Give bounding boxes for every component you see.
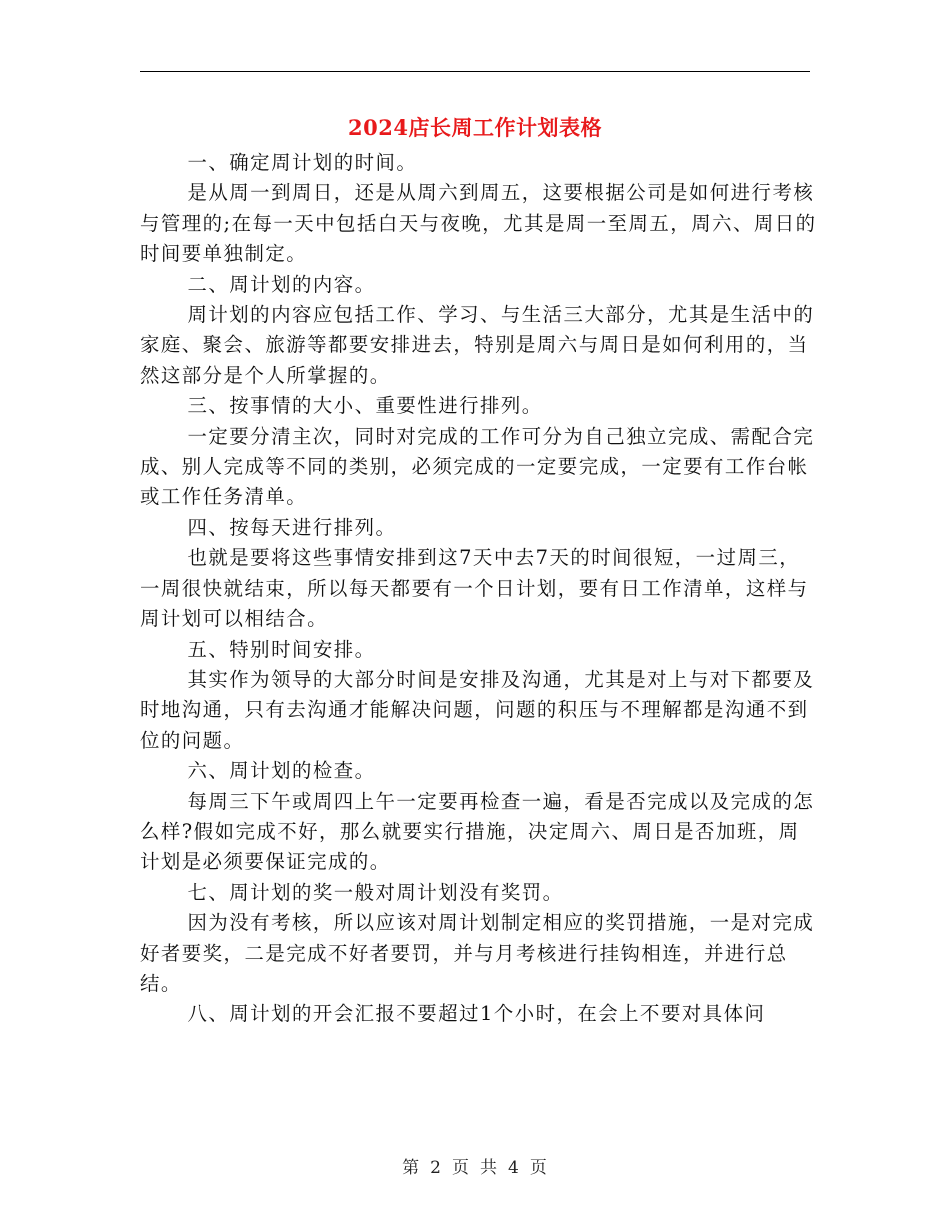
- footer-page-current: 2: [430, 1158, 442, 1178]
- paragraph: 七、周计划的奖一般对周计划没有奖罚。: [187, 880, 564, 904]
- page-footer: [0, 1153, 950, 1178]
- paragraph: 五、特别时间安排。: [187, 637, 376, 661]
- paragraph: 每周三下午或周四上午一定要再检查一遍，看是否完成以及完成的怎么样?假如完成不好，那么就要实行措施，决定周六、周日是否加班，周计划是必须要保证完成的。: [140, 789, 815, 874]
- footer-total-prefix: 共: [480, 1158, 498, 1178]
- paragraph: 二、周计划的内容。: [187, 272, 376, 296]
- paragraph: 三、按事情的大小、重要性进行排列。: [187, 394, 543, 418]
- paragraph: 八、周计划的开会汇报不要超过1个小时，在会上不要对具体问: [187, 1002, 766, 1026]
- paragraph: 因为没有考核，所以应该对周计划制定相应的奖罚措施，一是对完成好者要奖，二是完成不好者要罚，并与月考核进行挂钩相连，并进行总结。: [140, 911, 815, 995]
- paragraph: 四、按每天进行排列。: [187, 515, 397, 539]
- footer-label-prefix: 第: [402, 1158, 421, 1178]
- paragraph: 是从周一到周日，还是从周六到周五，这要根据公司是如何进行考核与管理的;在每一天中包括白天与夜晚，尤其是周一至周五，周六、周日的时间要单独制定。: [140, 181, 817, 266]
- document-title: 2024店长周工作计划表格: [348, 115, 602, 140]
- paragraph: 其实作为领导的大部分时间是安排及沟通，尤其是对上与对下都要及时地沟通，只有去沟通才能解决问题，问题的积压与不理解都是沟通不到位的问题。: [140, 667, 815, 752]
- paragraph: 也就是要将这些事情安排到这7天中去7天的时间很短，一过周三，一周很快就结束，所以每天都要有一个日计划，要有日工作清单，这样与周计划可以相结合。: [140, 546, 809, 631]
- paragraph: 一定要分清主次，同时对完成的工作可分为自己独立完成、需配合完成、别人完成等不同的类别，必须完成的一定要完成，一定要有工作台帐或工作任务清单。: [140, 424, 815, 509]
- paragraph: 一、确定周计划的时间。: [187, 151, 418, 174]
- footer-label-mid: 页: [452, 1158, 470, 1178]
- paragraph: 周计划的内容应包括工作、学习、与生活三大部分，尤其是生活中的家庭、聚会、旅游等都要安排进去，特别是周六与周日是如何利用的，当然这部分是个人所掌握的。: [140, 303, 815, 387]
- footer-label-suffix: 页: [529, 1158, 548, 1178]
- document-body: [140, 148, 820, 1030]
- paragraph: 六、周计划的检查。: [187, 759, 376, 783]
- header-rule: [140, 71, 810, 72]
- footer-page-total: 4: [508, 1158, 520, 1178]
